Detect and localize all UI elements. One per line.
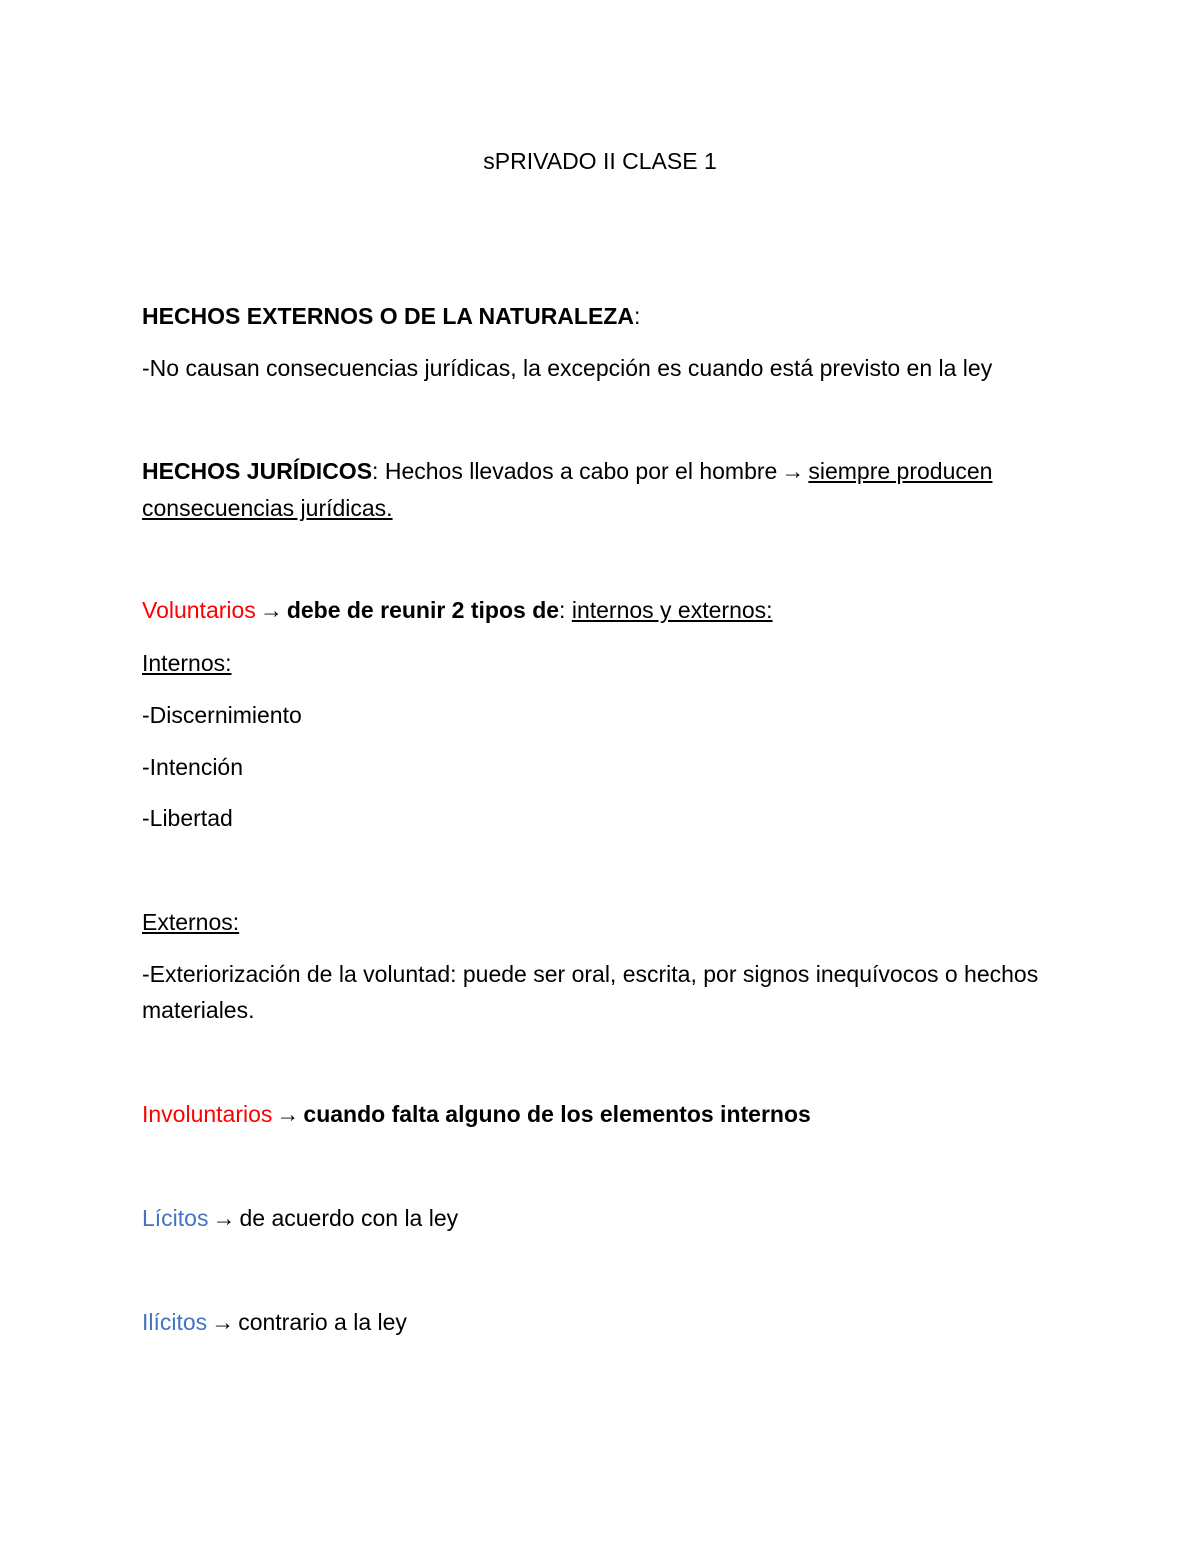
heading-hechos-juridicos-colon: : bbox=[372, 458, 379, 484]
ilicitos-line bbox=[142, 1304, 407, 1340]
internos-heading bbox=[142, 645, 232, 681]
voluntarios-line bbox=[142, 592, 773, 628]
licitos-line bbox=[142, 1200, 458, 1236]
list-item: -Libertad bbox=[142, 805, 233, 831]
list-item: -Discernimiento bbox=[142, 702, 302, 728]
arrow-icon: → bbox=[212, 1205, 236, 1231]
heading-hechos-juridicos: HECHOS JURÍDICOS bbox=[142, 458, 373, 484]
hechos-juridicos-underlined-2: consecuencias jurídicas. bbox=[142, 495, 393, 521]
heading-hechos-externos-text: HECHOS EXTERNOS O DE LA NATURALEZA bbox=[142, 303, 634, 329]
heading-hechos-externos-colon: : bbox=[633, 303, 641, 329]
arrow-icon: → bbox=[276, 1101, 300, 1127]
list-item: -Intención bbox=[142, 754, 244, 780]
hechos-juridicos-line-2 bbox=[142, 490, 393, 526]
licitos-label: Lícitos bbox=[142, 1205, 209, 1231]
ilicitos-label: Ilícitos bbox=[142, 1309, 208, 1335]
hechos-juridicos-line bbox=[142, 453, 992, 489]
externos-heading bbox=[142, 904, 239, 940]
internos-heading-text: Internos: bbox=[142, 650, 232, 676]
arrow-icon: → bbox=[781, 458, 805, 484]
voluntarios-underlined-text: internos y externos: bbox=[571, 597, 773, 623]
arrow-icon: → bbox=[259, 597, 283, 623]
involuntarios-bold-text: cuando falta alguno de los elementos internos bbox=[303, 1101, 811, 1127]
voluntarios-bold-text: debe de reunir 2 tipos de bbox=[286, 597, 560, 623]
ilicitos-text: contrario a la ley bbox=[238, 1309, 407, 1335]
hechos-juridicos-underlined-1: siempre producen bbox=[808, 458, 993, 484]
licitos-text: de acuerdo con la ley bbox=[239, 1205, 459, 1231]
externos-description: -Exteriorización de la voluntad: puede ser oral, escrita, por signos inequívocos o hechos materiales. bbox=[142, 961, 1039, 1023]
externos-heading-text: Externos: bbox=[142, 909, 240, 935]
hechos-juridicos-text: Hechos llevados a cabo por el hombre bbox=[384, 458, 778, 484]
voluntarios-colon: : bbox=[559, 597, 566, 623]
heading-hechos-externos bbox=[142, 298, 640, 334]
involuntarios-line bbox=[142, 1096, 811, 1132]
document-title: sPRIVADO II CLASE 1 bbox=[483, 148, 717, 174]
hechos-externos-description: -No causan consecuencias jurídicas, la excepción es cuando está previsto en la ley bbox=[142, 355, 993, 381]
voluntarios-label: Voluntarios bbox=[142, 597, 256, 623]
arrow-icon: → bbox=[211, 1309, 235, 1335]
involuntarios-label: Involuntarios bbox=[142, 1101, 273, 1127]
